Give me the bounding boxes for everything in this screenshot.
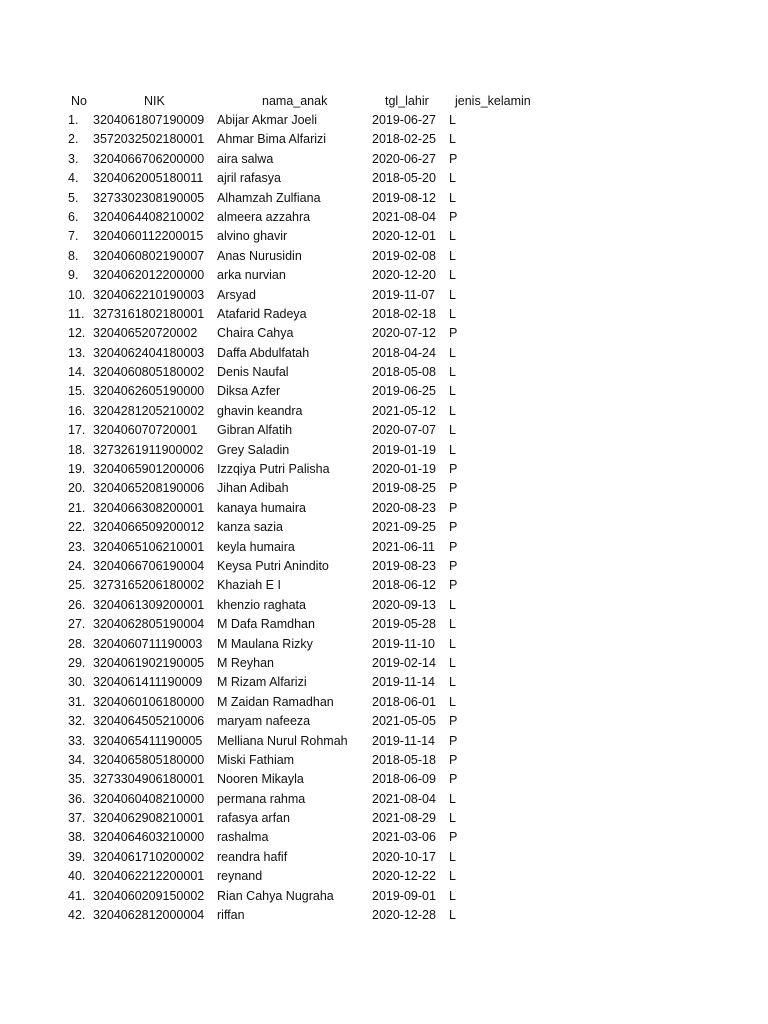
cell-nama-anak: M Dafa Ramdhan xyxy=(217,617,315,632)
cell-no: 37. xyxy=(68,811,86,826)
cell-no: 39. xyxy=(68,849,86,864)
cell-no: 13. xyxy=(68,345,86,360)
cell-nik: 320406070720001 xyxy=(93,423,198,438)
cell-jenis-kelamin: P xyxy=(449,578,458,593)
cell-no: 40. xyxy=(68,869,86,884)
cell-tgl-lahir: 2018-02-25 xyxy=(372,132,436,147)
cell-nik: 3204066706200000 xyxy=(93,151,205,166)
cell-tgl-lahir: 2020-06-27 xyxy=(372,151,436,166)
cell-nik: 3204065901200006 xyxy=(93,462,205,477)
cell-jenis-kelamin: L xyxy=(449,113,456,127)
cell-tgl-lahir: 2021-08-04 xyxy=(372,791,436,806)
cell-no: 33. xyxy=(68,733,86,748)
cell-no: 1. xyxy=(68,113,79,127)
cell-nama-anak: aira salwa xyxy=(217,151,274,166)
cell-nama-anak: Denis Naufal xyxy=(217,365,289,380)
cell-tgl-lahir: 2019-11-10 xyxy=(372,636,436,651)
cell-nik: 3572032502180001 xyxy=(93,132,205,147)
cell-nik: 3204060209150002 xyxy=(93,888,205,903)
cell-nama-anak: Grey Saladin xyxy=(217,442,290,457)
cell-nik: 3204062404180003 xyxy=(93,345,205,360)
cell-jenis-kelamin: L xyxy=(449,287,456,302)
cell-tgl-lahir: 2020-12-28 xyxy=(372,908,436,923)
cell-nama-anak: Alhamzah Zulfiana xyxy=(217,190,321,205)
cell-jenis-kelamin: L xyxy=(449,365,456,380)
cell-jenis-kelamin: P xyxy=(449,326,458,341)
cell-no: 6. xyxy=(68,209,79,224)
cell-no: 15. xyxy=(68,384,86,399)
cell-nik: 3204060112200015 xyxy=(93,229,204,244)
cell-nik: 3204065411190005 xyxy=(93,733,203,748)
cell-no: 36. xyxy=(68,791,86,806)
cell-jenis-kelamin: L xyxy=(449,655,456,670)
cell-nama-anak: M Reyhan xyxy=(217,655,274,670)
cell-tgl-lahir: 2020-12-20 xyxy=(372,268,436,283)
cell-jenis-kelamin: L xyxy=(449,423,456,438)
cell-no: 35. xyxy=(68,772,86,787)
cell-tgl-lahir: 2021-08-29 xyxy=(372,811,436,826)
cell-jenis-kelamin: L xyxy=(449,268,456,283)
cell-nik: 3204066706190004 xyxy=(93,558,205,573)
cell-jenis-kelamin: L xyxy=(449,791,456,806)
header-nik: NIK xyxy=(144,94,165,108)
cell-nama-anak: Gibran Alfatih xyxy=(217,423,293,438)
cell-no: 28. xyxy=(68,636,86,651)
cell-tgl-lahir: 2019-11-14 xyxy=(372,733,436,748)
cell-jenis-kelamin: L xyxy=(449,811,456,826)
cell-tgl-lahir: 2019-01-19 xyxy=(372,442,436,457)
cell-no: 16. xyxy=(68,403,86,418)
cell-no: 7. xyxy=(68,229,79,244)
cell-nik: 3204064408210002 xyxy=(93,209,205,224)
cell-nama-anak: Arsyad xyxy=(217,287,256,302)
cell-nik: 3204060106180000 xyxy=(93,694,205,709)
cell-jenis-kelamin: P xyxy=(449,500,458,515)
cell-tgl-lahir: 2018-06-01 xyxy=(372,694,436,709)
cell-tgl-lahir: 2018-06-09 xyxy=(372,772,436,787)
cell-nik: 3204061807190009 xyxy=(93,113,205,127)
cell-nik: 3273302308190005 xyxy=(93,190,205,205)
cell-no: 3. xyxy=(68,151,79,166)
cell-nama-anak: kanaya humaira xyxy=(217,500,306,515)
cell-tgl-lahir: 2020-09-13 xyxy=(372,597,436,612)
cell-no: 42. xyxy=(68,908,86,923)
cell-no: 9. xyxy=(68,268,79,283)
cell-nama-anak: Anas Nurusidin xyxy=(217,248,302,263)
cell-nik: 3204060805180002 xyxy=(93,365,205,380)
cell-tgl-lahir: 2019-02-14 xyxy=(372,655,436,670)
cell-jenis-kelamin: L xyxy=(449,306,456,321)
cell-nik: 3204062005180011 xyxy=(93,171,204,186)
cell-no: 41. xyxy=(68,888,86,903)
cell-nik: 3204060408210000 xyxy=(93,791,205,806)
cell-nama-anak: almeera azzahra xyxy=(217,209,311,224)
cell-jenis-kelamin: L xyxy=(449,171,456,186)
cell-nik: 3204066509200012 xyxy=(93,520,205,535)
header-nama-anak: nama_anak xyxy=(262,94,328,108)
cell-nik: 3204061710200002 xyxy=(93,849,205,864)
cell-jenis-kelamin: P xyxy=(449,772,458,787)
cell-nama-anak: Daffa Abdulfatah xyxy=(217,345,310,360)
cell-nik: 3204065208190006 xyxy=(93,481,205,496)
cell-nama-anak: Izzqiya Putri Palisha xyxy=(217,462,330,477)
cell-nama-anak: Keysa Putri Anindito xyxy=(217,558,329,573)
cell-no: 20. xyxy=(68,481,86,496)
cell-tgl-lahir: 2021-03-06 xyxy=(372,830,436,845)
cell-nama-anak: keyla humaira xyxy=(217,539,295,554)
cell-jenis-kelamin: P xyxy=(449,462,458,477)
cell-nik: 3204066308200001 xyxy=(93,500,205,515)
cell-nik: 3204062212200001 xyxy=(93,869,205,884)
cell-nama-anak: Chaira Cahya xyxy=(217,326,294,341)
cell-no: 8. xyxy=(68,248,79,263)
cell-tgl-lahir: 2018-02-18 xyxy=(372,306,436,321)
cell-nama-anak: arka nurvian xyxy=(217,268,286,283)
cell-jenis-kelamin: L xyxy=(449,229,456,244)
cell-no: 29. xyxy=(68,655,86,670)
cell-tgl-lahir: 2021-05-12 xyxy=(372,403,436,418)
cell-jenis-kelamin: L xyxy=(449,384,456,399)
cell-no: 19. xyxy=(68,462,86,477)
cell-no: 30. xyxy=(68,675,86,690)
cell-no: 11. xyxy=(68,306,85,321)
cell-no: 14. xyxy=(68,365,86,380)
cell-nama-anak: ajril rafasya xyxy=(217,171,281,186)
cell-nama-anak: ghavin keandra xyxy=(217,403,303,418)
cell-no: 10. xyxy=(68,287,86,302)
cell-nama-anak: reynand xyxy=(217,869,263,884)
cell-nama-anak: Miski Fathiam xyxy=(217,752,295,767)
cell-nama-anak: Jihan Adibah xyxy=(217,481,289,496)
cell-nama-anak: riffan xyxy=(217,908,245,923)
cell-nik: 3273161802180001 xyxy=(93,306,205,321)
cell-no: 26. xyxy=(68,597,86,612)
cell-nama-anak: M Zaidan Ramadhan xyxy=(217,694,334,709)
cell-tgl-lahir: 2021-08-04 xyxy=(372,209,436,224)
cell-jenis-kelamin: L xyxy=(449,869,456,884)
cell-no: 4. xyxy=(68,171,79,186)
cell-tgl-lahir: 2021-09-25 xyxy=(372,520,436,535)
cell-nama-anak: rafasya arfan xyxy=(217,811,290,826)
cell-nik: 3204064603210000 xyxy=(93,830,205,845)
cell-no: 17. xyxy=(68,423,86,438)
cell-no: 31. xyxy=(68,694,86,709)
cell-tgl-lahir: 2020-08-23 xyxy=(372,500,436,515)
cell-jenis-kelamin: L xyxy=(449,442,456,457)
cell-jenis-kelamin: P xyxy=(449,520,458,535)
cell-no: 22. xyxy=(68,520,86,535)
cell-no: 25. xyxy=(68,578,86,593)
cell-nama-anak: Atafarid Radeya xyxy=(217,306,307,321)
cell-jenis-kelamin: P xyxy=(449,830,458,845)
cell-jenis-kelamin: L xyxy=(449,908,456,923)
cell-tgl-lahir: 2018-05-08 xyxy=(372,365,436,380)
cell-tgl-lahir: 2019-08-25 xyxy=(372,481,436,496)
cell-nik: 3204062812000004 xyxy=(93,908,205,923)
cell-jenis-kelamin: L xyxy=(449,636,456,651)
cell-jenis-kelamin: L xyxy=(449,248,456,263)
cell-no: 38. xyxy=(68,830,86,845)
cell-jenis-kelamin: L xyxy=(449,597,456,612)
cell-nik: 3204060711190003 xyxy=(93,636,203,651)
cell-jenis-kelamin: P xyxy=(449,481,458,496)
cell-tgl-lahir: 2019-08-12 xyxy=(372,190,436,205)
cell-no: 32. xyxy=(68,714,86,729)
cell-nama-anak: Ahmar Bima Alfarizi xyxy=(217,132,327,147)
cell-nama-anak: M Rizam Alfarizi xyxy=(217,675,307,690)
cell-no: 21. xyxy=(68,500,86,515)
cell-tgl-lahir: 2019-11-14 xyxy=(372,675,436,690)
cell-tgl-lahir: 2021-05-05 xyxy=(372,714,436,729)
cell-nama-anak: M Maulana Rizky xyxy=(217,636,313,651)
cell-no: 12. xyxy=(68,326,86,341)
header-tgl-lahir: tgl_lahir xyxy=(385,94,429,108)
cell-no: 23. xyxy=(68,539,86,554)
cell-jenis-kelamin: P xyxy=(449,714,458,729)
cell-tgl-lahir: 2019-11-07 xyxy=(372,287,436,302)
cell-nik: 3204062605190000 xyxy=(93,384,205,399)
cell-jenis-kelamin: P xyxy=(449,752,458,767)
cell-jenis-kelamin: P xyxy=(449,209,458,224)
cell-jenis-kelamin: P xyxy=(449,733,458,748)
cell-nik: 320406520720002 xyxy=(93,326,198,341)
cell-jenis-kelamin: L xyxy=(449,849,456,864)
cell-jenis-kelamin: L xyxy=(449,888,456,903)
cell-no: 34. xyxy=(68,752,86,767)
cell-nama-anak: maryam nafeeza xyxy=(217,714,311,729)
cell-nik: 3204065106210001 xyxy=(93,539,205,554)
cell-tgl-lahir: 2019-08-23 xyxy=(372,558,436,573)
cell-tgl-lahir: 2018-05-20 xyxy=(372,171,436,186)
cell-jenis-kelamin: L xyxy=(449,132,456,147)
cell-tgl-lahir: 2020-12-01 xyxy=(372,229,436,244)
cell-nama-anak: khenzio raghata xyxy=(217,597,306,612)
cell-nama-anak: Khaziah E I xyxy=(217,578,281,593)
cell-tgl-lahir: 2020-07-12 xyxy=(372,326,436,341)
cell-nik: 3204062210190003 xyxy=(93,287,205,302)
cell-tgl-lahir: 2021-06-11 xyxy=(372,539,436,554)
cell-nama-anak: permana rahma xyxy=(217,791,306,806)
cell-no: 24. xyxy=(68,558,86,573)
cell-no: 2. xyxy=(68,132,79,147)
cell-nama-anak: Melliana Nurul Rohmah xyxy=(217,733,348,748)
cell-tgl-lahir: 2020-10-17 xyxy=(372,849,436,864)
cell-nik: 3204062908210001 xyxy=(93,811,205,826)
cell-nik: 3204064505210006 xyxy=(93,714,205,729)
cell-tgl-lahir: 2019-06-27 xyxy=(372,113,436,127)
cell-no: 18. xyxy=(68,442,86,457)
cell-jenis-kelamin: P xyxy=(449,151,458,166)
header-jenis-kelamin: jenis_kelamin xyxy=(455,94,531,108)
cell-nama-anak: alvino ghavir xyxy=(217,229,288,244)
cell-nik: 3204281205210002 xyxy=(93,403,205,418)
cell-nama-anak: rashalma xyxy=(217,830,269,845)
cell-tgl-lahir: 2019-09-01 xyxy=(372,888,436,903)
cell-tgl-lahir: 2020-01-19 xyxy=(372,462,436,477)
cell-nik: 3273304906180001 xyxy=(93,772,205,787)
cell-nik: 3204062012200000 xyxy=(93,268,205,283)
cell-tgl-lahir: 2019-02-08 xyxy=(372,248,436,263)
cell-nama-anak: Nooren Mikayla xyxy=(217,772,304,787)
cell-nik: 3273261911900002 xyxy=(93,442,204,457)
cell-jenis-kelamin: L xyxy=(449,190,456,205)
cell-jenis-kelamin: L xyxy=(449,617,456,632)
cell-jenis-kelamin: L xyxy=(449,694,456,709)
cell-tgl-lahir: 2019-06-25 xyxy=(372,384,436,399)
cell-jenis-kelamin: L xyxy=(449,403,456,418)
cell-jenis-kelamin: P xyxy=(449,558,458,573)
cell-nik: 3273165206180002 xyxy=(93,578,205,593)
cell-nik: 3204065805180000 xyxy=(93,752,205,767)
cell-nik: 3204061411190009 xyxy=(93,675,203,690)
cell-nama-anak: Rian Cahya Nugraha xyxy=(217,888,334,903)
cell-tgl-lahir: 2019-05-28 xyxy=(372,617,436,632)
cell-nik: 3204060802190007 xyxy=(93,248,205,263)
cell-nama-anak: kanza sazia xyxy=(217,520,284,535)
cell-nama-anak: reandra hafif xyxy=(217,849,288,864)
cell-tgl-lahir: 2018-05-18 xyxy=(372,752,436,767)
cell-nik: 3204061902190005 xyxy=(93,655,205,670)
cell-tgl-lahir: 2018-06-12 xyxy=(372,578,436,593)
cell-tgl-lahir: 2020-07-07 xyxy=(372,423,436,438)
header-no: No xyxy=(71,94,87,108)
cell-nama-anak: Diksa Azfer xyxy=(217,384,281,399)
cell-nik: 3204062805190004 xyxy=(93,617,205,632)
cell-tgl-lahir: 2018-04-24 xyxy=(372,345,436,360)
cell-jenis-kelamin: L xyxy=(449,675,456,690)
cell-jenis-kelamin: L xyxy=(449,345,456,360)
cell-nama-anak: Abijar Akmar Joeli xyxy=(217,113,318,127)
cell-no: 27. xyxy=(68,617,86,632)
cell-no: 5. xyxy=(68,190,79,205)
cell-nik: 3204061309200001 xyxy=(93,597,205,612)
cell-tgl-lahir: 2020-12-22 xyxy=(372,869,436,884)
cell-jenis-kelamin: P xyxy=(449,539,458,554)
